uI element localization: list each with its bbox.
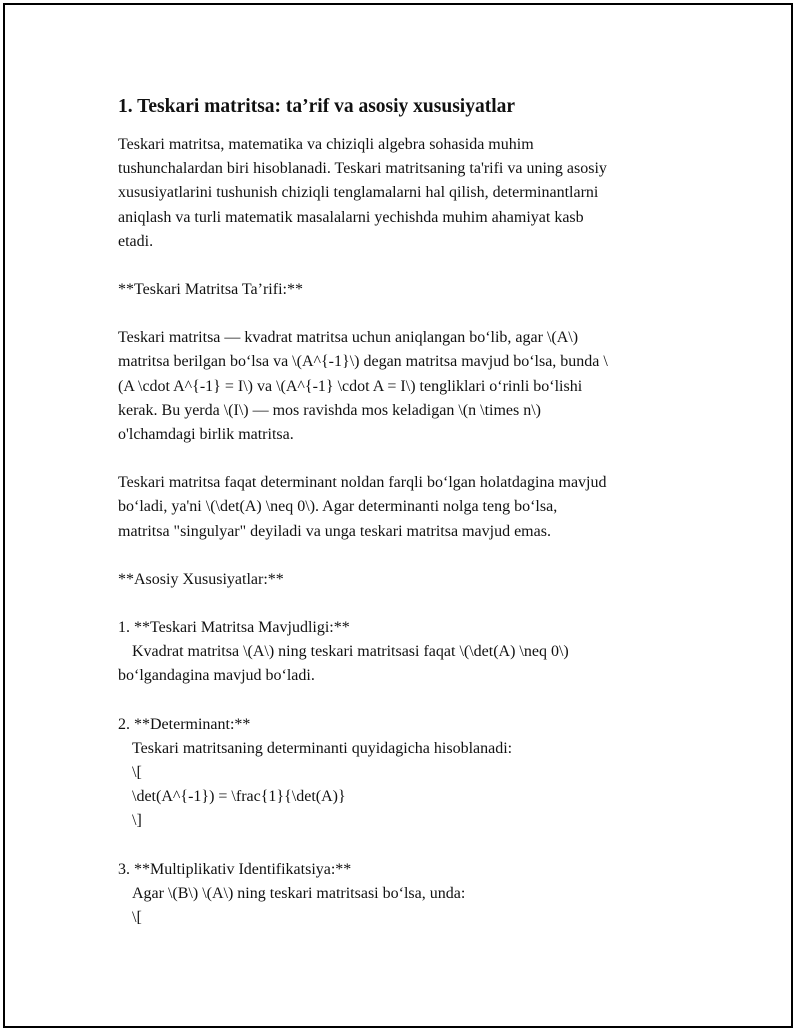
text-line: Teskari matritsa faqat determinant noldan farqli bo‘lgan holatdagina mavjud bbox=[118, 474, 607, 492]
text-line: **Asosiy Xususiyatlar:** bbox=[118, 570, 284, 588]
existence-paragraph bbox=[118, 471, 688, 544]
text-line: Kvadrat matritsa \(A\) ning teskari matritsasi faqat \(\det(A) \neq 0\) bbox=[132, 643, 569, 661]
list-item-title: 2. **Determinant:** bbox=[118, 715, 251, 733]
property-item-2 bbox=[118, 713, 688, 834]
text-line: (A \cdot A^{-1} = I\) va \(A^{-1} \cdot A = I\) tengliklari o‘rinli bo‘lishi bbox=[118, 377, 583, 395]
text-line: xususiyatlarini tushunish chiziqli tenglamalarni hal qilish, determinantlarni bbox=[118, 184, 599, 202]
text-line: Teskari matritsaning determinanti quyidagicha hisoblanadi: bbox=[132, 739, 513, 757]
text-line: bo‘lgandagina mavjud bo‘ladi. bbox=[118, 667, 315, 685]
text-line: aniqlash va turli matematik masalalarni yechishda muhim ahamiyat kasb bbox=[118, 208, 584, 226]
properties-label bbox=[118, 568, 688, 592]
property-item-3 bbox=[118, 858, 688, 931]
text-line: matritsa berilgan bo‘lsa va \(A^{-1}\) degan matritsa mavjud bo‘lsa, bunda \ bbox=[118, 353, 608, 371]
text-line: Teskari matritsa — kvadrat matritsa uchun aniqlangan bo‘lib, agar \(A\) bbox=[118, 329, 579, 347]
section-heading: 1. Teskari matritsa: ta’rif va asosiy xususiyatlar bbox=[118, 96, 516, 117]
property-item-1 bbox=[118, 616, 688, 689]
intro-paragraph bbox=[118, 133, 688, 254]
text-line: o'lchamdagi birlik matritsa. bbox=[118, 426, 294, 444]
text-line: Teskari matritsa, matematika va chiziqli algebra sohasida muhim bbox=[118, 136, 534, 153]
text-line: etadi. bbox=[118, 232, 154, 250]
list-item-title: 1. **Teskari Matritsa Mavjudligi:** bbox=[118, 619, 350, 637]
text-line: Agar \(B\) \(A\) ning teskari matritsasi bo‘lsa, unda: bbox=[132, 884, 466, 902]
text-line: matritsa "singulyar" deyiladi va unga teskari matritsa mavjud emas. bbox=[118, 522, 551, 540]
text-line: **Teskari Matritsa Ta’rifi:** bbox=[118, 281, 303, 299]
document-body bbox=[118, 95, 688, 954]
math-formula: \det(A^{-1}) = \frac{1}{\det(A)} bbox=[132, 788, 346, 806]
definition-label bbox=[118, 278, 688, 302]
math-open: \[ bbox=[132, 764, 142, 782]
list-item-title: 3. **Multiplikativ Identifikatsiya:** bbox=[118, 860, 352, 878]
math-open: \[ bbox=[132, 909, 142, 927]
math-close: \] bbox=[132, 812, 142, 830]
definition-paragraph bbox=[118, 326, 688, 447]
text-line: bo‘ladi, ya'ni \(\det(A) \neq 0\). Agar determinanti nolga teng bo‘lsa, bbox=[118, 498, 558, 516]
text-line: kerak. Bu yerda \(I\) — mos ravishda mos keladigan \(n \times n\) bbox=[118, 401, 542, 419]
text-line: tushunchalardan biri hisoblanadi. Teskari matritsaning ta'rifi va uning asosiy bbox=[118, 160, 607, 178]
